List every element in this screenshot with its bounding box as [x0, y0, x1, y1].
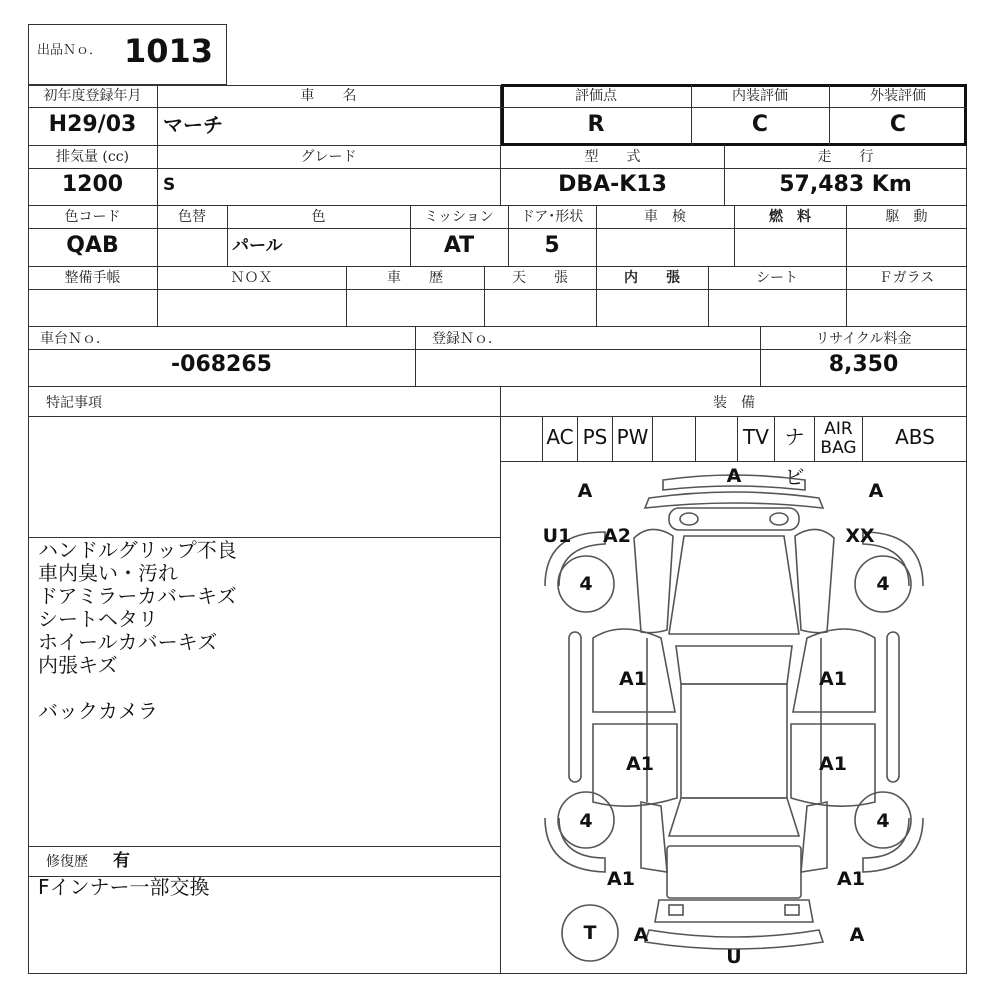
chassis-value: -068265 [171, 352, 272, 377]
model-value: DBA-K13 [558, 172, 667, 197]
note-line: シートヘタリ [38, 607, 158, 631]
lot-box [28, 24, 227, 85]
interior-label: 内装評価 [732, 88, 788, 104]
color-label: 色 [311, 209, 326, 225]
mark-tire-rl: 4 [579, 810, 593, 832]
drive-label: 駆 動 [885, 209, 928, 225]
note-line: ドアミラーカバーキズ [38, 584, 237, 608]
score-value: R [587, 112, 605, 137]
equipment-item: ABS [895, 425, 935, 449]
doors-value: 5 [544, 233, 560, 258]
exterior-value: C [889, 112, 907, 137]
mark-spare-tire: T [583, 922, 597, 944]
mark-rear-right: A1 [837, 868, 865, 890]
transmission-label: ミッション [424, 209, 494, 225]
displacement-label: 排気量 (cc) [55, 149, 130, 165]
note-line: ハンドルグリップ不良 [38, 538, 237, 562]
recycle-value: 8,350 [828, 352, 899, 377]
service-label: 整備手帳 [64, 270, 121, 286]
reg-label: 登録Ｎｏ． [432, 331, 502, 347]
note-line: バックカメラ [38, 699, 158, 723]
mark-fl-a2: A2 [603, 525, 631, 547]
mark-tire-fl: 4 [579, 573, 593, 595]
roof-label: 天 張 [512, 270, 568, 286]
color-change-label: 色替 [178, 209, 206, 225]
grade-label: グレード [300, 149, 357, 165]
mark-door-rr: A1 [819, 753, 847, 775]
equipment-item [501, 417, 543, 461]
repair-detail: Fインナー一部交換 [38, 875, 210, 899]
color-code-label: 色コード [64, 209, 121, 225]
mark-tire-rr: 4 [876, 810, 890, 832]
equipment-item [653, 417, 696, 461]
grade-value: S [163, 175, 176, 195]
chassis-label: 車台Ｎｏ． [40, 331, 110, 347]
notes-list [38, 539, 493, 723]
lot-number: 1013 [124, 32, 214, 70]
inspection-label: 車 検 [644, 209, 686, 225]
mark-front-left: A [577, 480, 593, 502]
doors-label: ドア･形状 [520, 209, 584, 225]
interior-trim-label: 内 張 [624, 270, 680, 286]
repair-value: 有 [113, 851, 130, 871]
seat-label: シート [756, 270, 798, 286]
mark-front-right: A [868, 480, 884, 502]
exterior-label: 外装評価 [870, 88, 926, 104]
equipment-item: PS [578, 417, 613, 461]
score-label: 評価点 [575, 88, 617, 104]
mark-rear-left: A1 [607, 868, 635, 890]
equipment-item: PW [613, 417, 653, 461]
equipment-item: TV [738, 417, 775, 461]
first-reg-value: H29/03 [48, 112, 137, 137]
car-name-label: 車 名 [300, 88, 357, 104]
mark-bumper-rr: A [849, 924, 865, 946]
note-line [38, 677, 493, 700]
first-reg-label: 初年度登録年月 [43, 88, 142, 104]
notes-label: 特記事項 [46, 395, 102, 411]
note-line: 内張キズ [38, 653, 118, 677]
mark-fl-u1: U1 [542, 525, 572, 547]
equipment-item: ナビ [775, 417, 815, 461]
equipment-item: AIR BAG [815, 417, 863, 461]
model-label: 型 式 [584, 149, 641, 165]
mileage-value: 57,483 Km [779, 172, 912, 197]
equipment-label: 装 備 [713, 395, 755, 411]
fuel-label: 燃 料 [769, 209, 811, 225]
equipment-item [696, 417, 738, 461]
mark-fr-xx: XX [845, 525, 875, 547]
color-value: パール [232, 236, 283, 256]
lot-label: 出品Ｎｏ． [37, 43, 103, 58]
mark-door-rl: A1 [626, 753, 654, 775]
mark-front-center: A [726, 465, 742, 487]
note-line: 車内臭い・汚れ [38, 561, 178, 585]
fglass-label: Ｆガラス [878, 270, 935, 286]
repair-label: 修復歴 [46, 854, 88, 870]
history-label: 車 歴 [387, 270, 443, 286]
interior-value: C [751, 112, 769, 137]
mark-rear-center: U [726, 946, 742, 968]
mark-bumper-rl: A [633, 924, 649, 946]
displacement-value: 1200 [61, 172, 124, 197]
recycle-label: リサイクル料金 [815, 331, 912, 347]
transmission-value: AT [443, 233, 475, 258]
mark-tire-fr: 4 [876, 573, 890, 595]
equipment-row [501, 417, 967, 489]
car-name-value: マーチ [163, 113, 223, 137]
mileage-label: 走 行 [817, 149, 874, 165]
mark-door-fl: A1 [619, 668, 647, 690]
mark-door-fr: A1 [819, 668, 847, 690]
note-line: ホイールカバーキズ [38, 630, 218, 654]
color-code-value: QAB [66, 233, 119, 258]
equipment-item: AC [543, 417, 578, 461]
nox-label: ＮＯＸ [230, 270, 273, 286]
